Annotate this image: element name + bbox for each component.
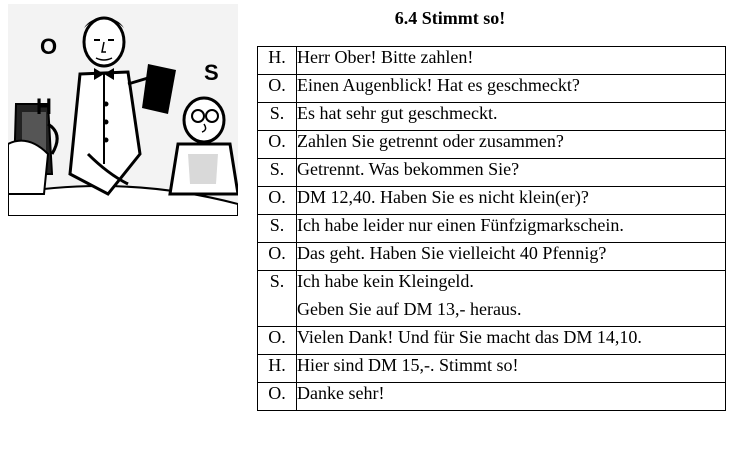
speaker-cell: S. (258, 215, 297, 243)
utterance-text: Es hat sehr gut geschmeckt. (297, 103, 498, 123)
speaker-cell: H. (258, 47, 297, 75)
speaker-cell: S. (258, 103, 297, 131)
utterance-text: Das geht. Haben Sie vielleicht 40 Pfennig? (297, 243, 607, 263)
speaker-cell: S. (258, 271, 297, 327)
utterance-cell (297, 383, 726, 411)
utterance-text: DM 12,40. Haben Sie es nicht klein(er)? (297, 187, 589, 207)
speaker-cell: O. (258, 131, 297, 159)
utterance-cell (297, 271, 726, 327)
speaker-cell: O. (258, 187, 297, 215)
speaker-cell: O. (258, 327, 297, 355)
utterance-text: Geben Sie auf DM 13,- heraus. (297, 299, 522, 319)
page-title: 6.4 Stimmt so! (394, 8, 506, 28)
utterance-text: Getrennt. Was bekommen Sie? (297, 159, 520, 179)
dialog-row (258, 383, 726, 411)
utterance-text: Zahlen Sie getrennt oder zusammen? (297, 131, 564, 151)
dialog-table (257, 46, 726, 411)
speaker-cell: O. (258, 243, 297, 271)
letter-o-label: O (40, 34, 58, 59)
utterance-text: Ich habe kein Kleingeld. (297, 271, 474, 291)
utterance-text: Danke sehr! (297, 383, 385, 403)
speaker-cell: O. (258, 383, 297, 411)
speaker-cell: H. (258, 355, 297, 383)
speaker-cell: S. (258, 159, 297, 187)
utterance-text: Vielen Dank! Und für Sie macht das DM 14,10. (297, 327, 642, 347)
speaker-cell: O. (258, 75, 297, 103)
waiter-cartoon-illustration (8, 4, 238, 216)
utterance-text: Herr Ober! Bitte zahlen! (297, 47, 474, 67)
dialog-row (258, 271, 726, 327)
letter-h-label: H (36, 94, 52, 119)
utterance-text: Hier sind DM 15,-. Stimmt so! (297, 355, 519, 375)
utterance-text: Einen Augenblick! Hat es geschmeckt? (297, 75, 580, 95)
cartoon-drawing (8, 4, 238, 216)
utterance-text: Ich habe leider nur einen Fünfzigmarkschein. (297, 215, 624, 235)
letter-s-label: S (204, 60, 219, 85)
